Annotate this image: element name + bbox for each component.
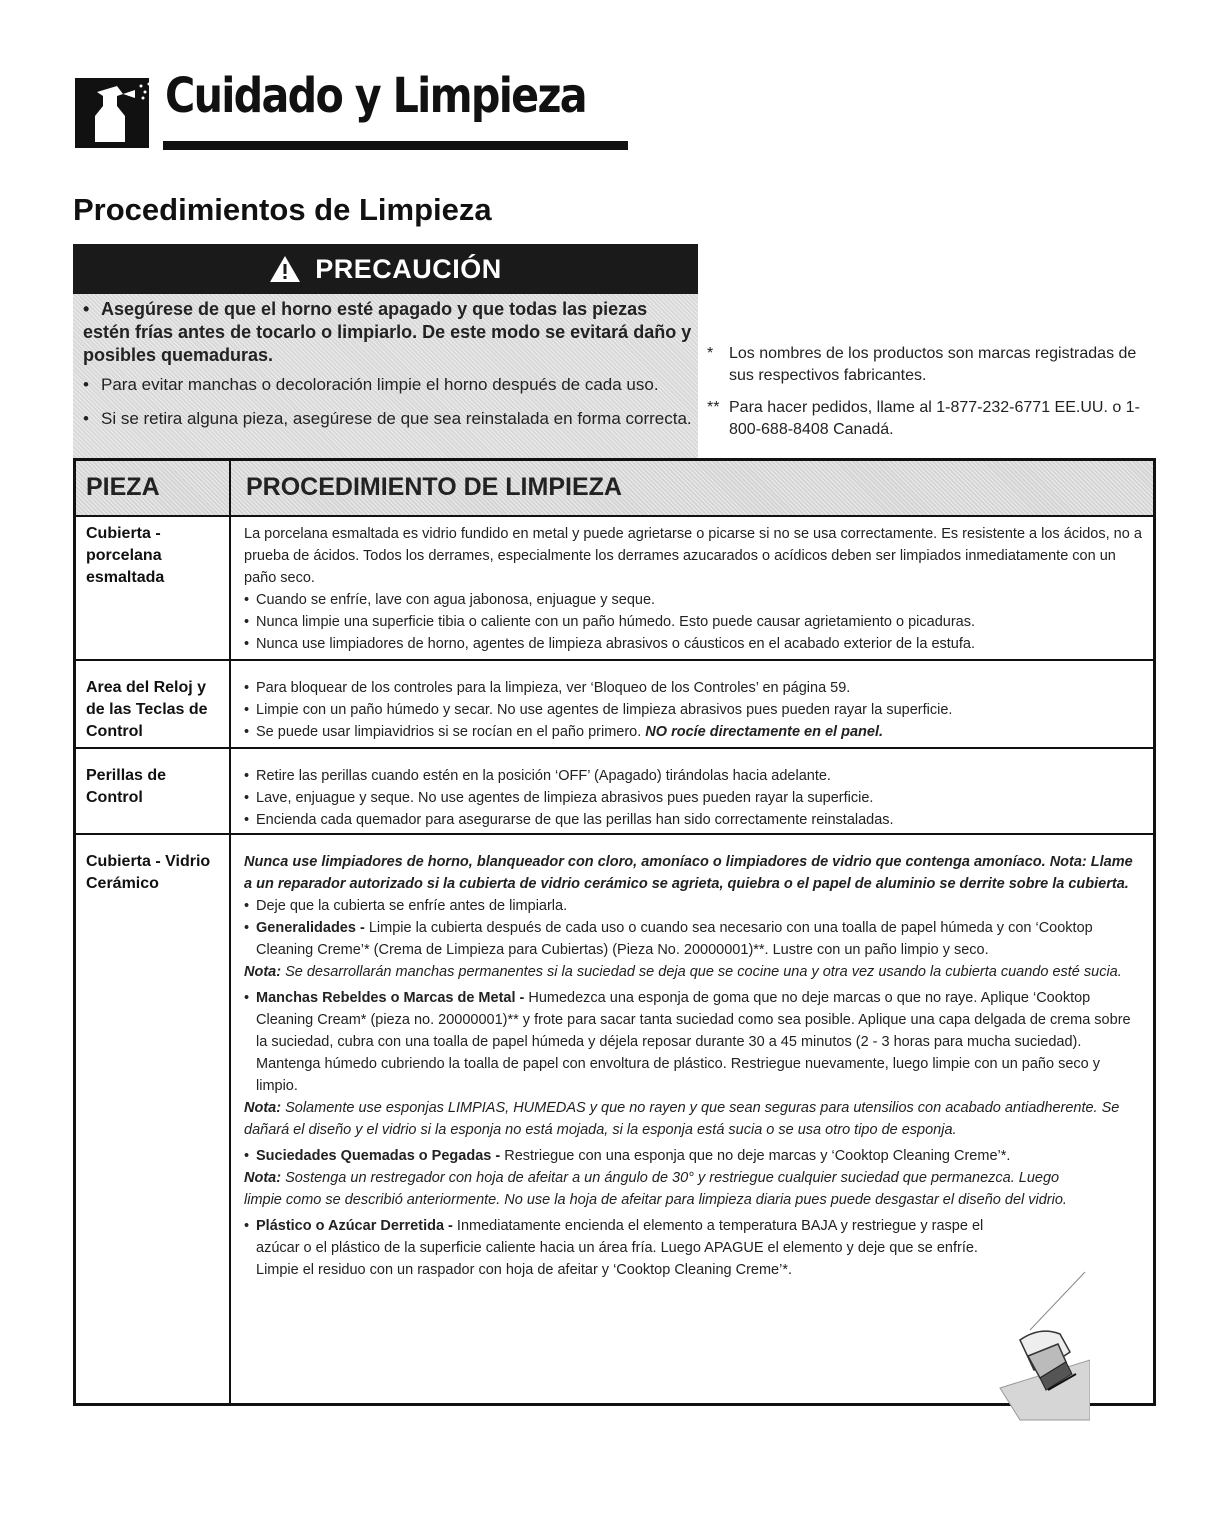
- row-piece-ceramic-glass: Cubierta - Vidrio Cerámico: [86, 853, 211, 892]
- procedure-bullet: • Para bloquear de los controles para la limpieza, ver ‘Bloqueo de los Controles’ en página 59.: [244, 680, 851, 696]
- column-header-procedure: PROCEDIMIENTO DE LIMPIEZA: [246, 473, 622, 501]
- procedure-bullet: • Plástico o Azúcar Derretida - Inmediatamente encienda el elemento a temperatura BAJA y restriegue y raspe el azúcar o el plástico de la superficie caliente hacia un área fría. Luego APAGUE el elemento y deje que se enfríe. Limpie el residuo con un raspador con hoja de afeitar y ‘Cooktop Cleaning Creme’*.: [244, 1218, 984, 1278]
- procedure-note: Nota: Se desarrollarán manchas permanentes si la suciedad se deja que se cocine una y otra vez usando la cubierta cuando esté sucia.: [244, 964, 1122, 980]
- column-divider: [229, 461, 231, 1403]
- procedure-bullet: • Limpie con un paño húmedo y secar. No use agentes de limpieza abrasivos pues pueden rayar la superficie.: [244, 702, 953, 718]
- procedure-bullet: • Nunca use limpiadores de horno, agentes de limpieza abrasivos o cáusticos en el acabado exterior de la estufa.: [244, 636, 975, 652]
- caution-header: [73, 244, 698, 294]
- row-procedure-ceramic-glass: [244, 851, 1144, 1281]
- row-divider: [76, 659, 1153, 661]
- table-header: [76, 461, 1153, 517]
- procedure-bullet: • Manchas Rebeldes o Marcas de Metal - Humedezca una esponja de goma que no deje marcas o que no raye. Aplique ‘Cooktop Cleaning Cream* (pieza no. 20000001)** y frote para sacar tanta suciedad como sea posible. Aplique una capa delgada de crema sobre la suciedad, cubra con una toalla de papel húmeda y déjela reposar durante 30 a 45 minutos (2 - 3 horas para mucha suciedad). Mantenga húmedo cubriendo la toalla de papel con envoltura de plástico. Restriegue nuevamente, luego limpie con un paño seco y limpio.: [244, 990, 1131, 1094]
- procedure-warning: Nunca use limpiadores de horno, blanqueador con cloro, amoníaco o limpiadores de vidrio que contenga amoníaco. Nota: Llame a un reparador autorizado si la cubierta de vidrio cerámico se agrieta, quiebra o el papel de aluminio se derrite sobre la cubierta.: [244, 854, 1133, 892]
- caution-item: • Para evitar manchas o decoloración limpie el horno después de cada uso.: [83, 375, 659, 394]
- scraper-illustration: [900, 1270, 1090, 1430]
- cleaning-table: [73, 458, 1156, 1406]
- header-rule: [163, 141, 628, 150]
- procedure-bullet: • Suciedades Quemadas o Pegadas - Restriegue con una esponja que no deje marcas y ‘Cooktop Cleaning Creme’*.: [244, 1148, 1011, 1164]
- row-piece-clock: Area del Reloj y de las Teclas de Control: [86, 679, 208, 740]
- footnote: ** Para hacer pedidos, llame al 1-877-232-6771 EE.UU. o 1-800-688-8408 Canadá.: [707, 399, 1140, 438]
- caution-body: [73, 294, 698, 466]
- row-piece-porcelain: Cubierta - porcelana esmaltada: [86, 525, 165, 586]
- caution-item: • Si se retira alguna pieza, asegúrese de que sea reinstalada en forma correcta.: [83, 409, 692, 428]
- caution-item: • Asegúrese de que el horno esté apagado y que todas las piezas estén frías antes de tocarlo o limpiarlo. De este modo se evitará daño y posibles quemaduras.: [83, 299, 692, 365]
- section-title: Procedimientos de Limpieza: [73, 192, 492, 227]
- procedure-warning: NO rocíe directamente en el panel.: [645, 724, 884, 740]
- row-divider: [76, 747, 1153, 749]
- page-header-title: Cuidado y Limpieza: [165, 68, 586, 124]
- procedure-intro: La porcelana esmaltada es vidrio fundido en metal y puede agrietarse o picarse si no se usa correctamente. Es resistente a los ácidos, no a prueba de ácidos. Todos los derrames, especialmente los derrames azucarados o acídicos deben ser limpiados inmediatamente con un paño seco.: [244, 526, 1142, 586]
- spray-bottle-icon: [73, 72, 155, 150]
- footnote: * Los nombres de los productos son marcas registradas de sus respectivos fabricantes.: [707, 345, 1137, 384]
- row-procedure-knobs: [244, 765, 1148, 831]
- procedure-bullet: • Se puede usar limpiavidrios si se rocían en el paño primero. NO rocíe directamente en el panel.: [244, 724, 884, 740]
- procedure-note: Nota: Sostenga un restregador con hoja de afeitar a un ángulo de 30° y restriegue cualquier suciedad que permanezca. Luego limpie como se describió anteriormente. No use la hoja de afeitar para limpieza diaria pues puede desgastar el diseño del vidrio.: [244, 1170, 1067, 1208]
- procedure-bullet: • Deje que la cubierta se enfríe antes de limpiarla.: [244, 898, 568, 914]
- row-divider: [76, 833, 1153, 835]
- row-procedure-clock: [244, 677, 1148, 743]
- row-procedure-porcelain: [244, 523, 1148, 655]
- procedure-note: Nota: Solamente use esponjas LIMPIAS, HUMEDAS y que no rayen y que sean seguras para utensilios con acabado antiadherente. Se dañará el diseño y el vidrio si la esponja no está mojada, si la esponja está sucia o se usa otro tipo de esponja.: [244, 1100, 1120, 1138]
- caution-box: [73, 244, 698, 466]
- procedure-bullet: • Generalidades - Limpie la cubierta después de cada uso o cuando sea necesario con una toalla de papel húmeda y con ‘Cooktop Cleaning Creme’* (Crema de Limpieza para Cubiertas) (Pieza No. 20000001)**. Lustre con un paño limpio y seco.: [244, 920, 1093, 958]
- procedure-bullet: • Nunca limpie una superficie tibia o caliente con un paño húmedo. Esto puede causar agrietamiento o picaduras.: [244, 614, 976, 630]
- row-piece-knobs: Perillas de Control: [86, 767, 167, 806]
- procedure-bullet: • Cuando se enfríe, lave con agua jabonosa, enjuague y seque.: [244, 592, 656, 608]
- procedure-bullet: • Encienda cada quemador para asegurarse de que las perillas han sido correctamente reinstaladas.: [244, 812, 894, 828]
- warning-triangle-icon: [269, 255, 301, 283]
- caution-title: PRECAUCIÓN: [315, 253, 502, 284]
- column-header-piece: PIEZA: [86, 473, 160, 501]
- procedure-bullet: • Retire las perillas cuando estén en la posición ‘OFF’ (Apagado) tirándolas hacia adelante.: [244, 768, 831, 784]
- procedure-bullet: • Lave, enjuague y seque. No use agentes de limpieza abrasivos pues pueden rayar la superficie.: [244, 790, 874, 806]
